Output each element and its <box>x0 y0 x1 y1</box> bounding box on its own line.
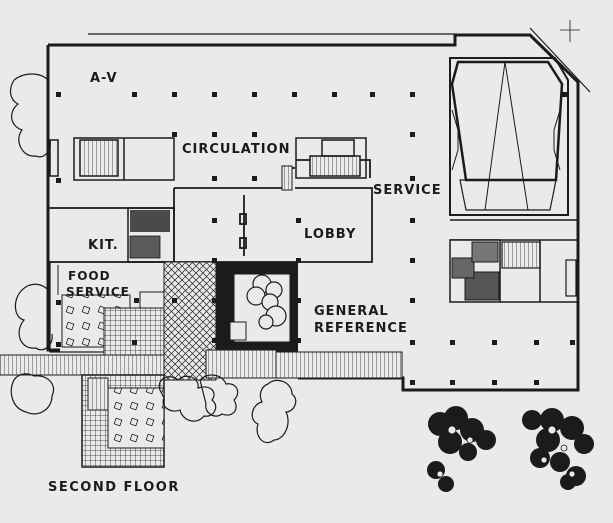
room-label-kitchen: KIT. <box>88 238 119 253</box>
lobby-stair <box>282 166 292 190</box>
room-label-food: FOOD <box>68 269 111 283</box>
room-label-reference: REFERENCE <box>314 321 408 336</box>
kitchen <box>48 208 174 262</box>
room-label-service: SERVICE <box>373 183 442 198</box>
circulation-core <box>50 138 174 180</box>
room-label-general: GENERAL <box>314 304 389 319</box>
terrace <box>82 375 164 467</box>
room-label-lobby: LOBBY <box>304 227 357 242</box>
atrium <box>216 262 298 352</box>
auditorium <box>450 58 578 240</box>
circulation-desk <box>296 138 366 178</box>
east-core <box>450 240 578 302</box>
shrub-cluster-right <box>522 408 594 490</box>
room-label-service-food: SERVICE <box>66 285 130 299</box>
room-label-circulation: CIRCULATION <box>182 142 291 157</box>
room-label-av: A-V <box>90 71 118 86</box>
shrub-clusters <box>427 406 594 492</box>
floor-caption: SECOND FLOOR <box>48 480 180 495</box>
shrub-cluster-left <box>427 406 496 492</box>
